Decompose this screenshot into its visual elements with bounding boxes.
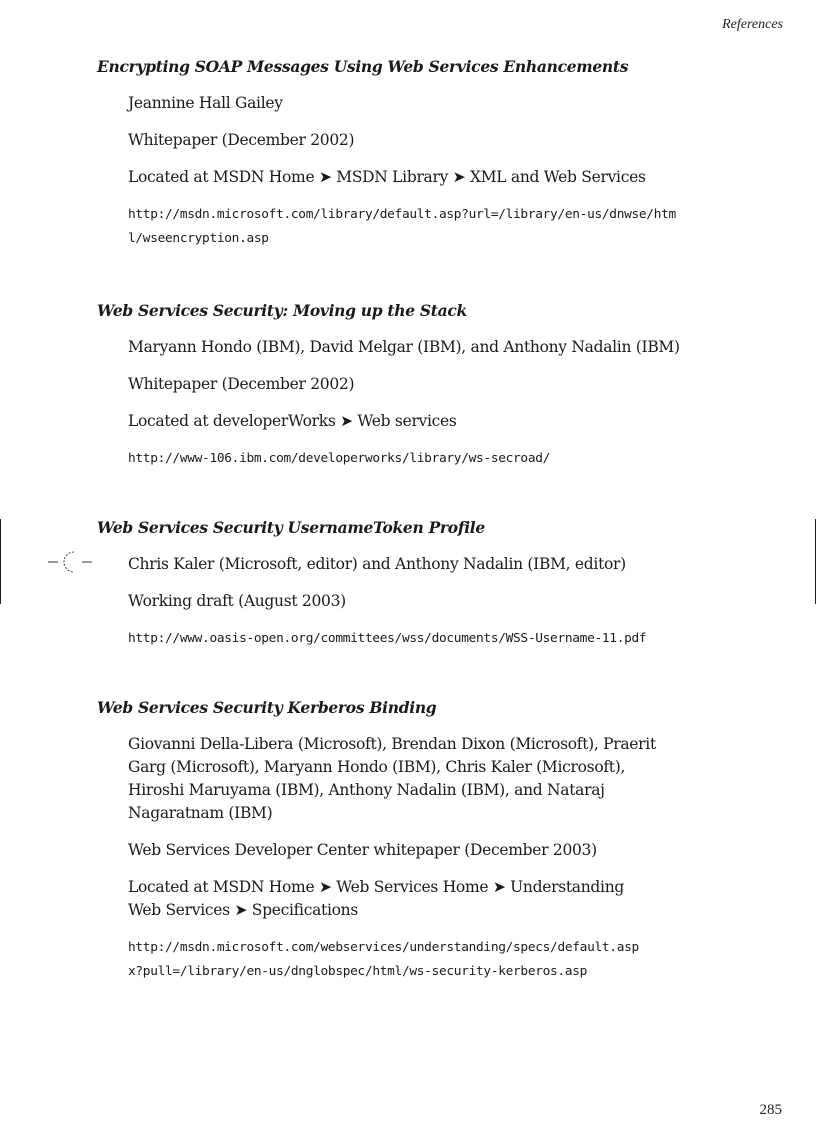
entry-title: Encrypting SOAP Messages Using Web Services Enhancements (97, 57, 629, 76)
entry-type: Web Services Developer Center whitepaper (December 2003) (128, 841, 597, 859)
registration-mark-icon (48, 549, 92, 575)
entry-type: Whitepaper (December 2002) (128, 375, 355, 393)
entry-body (128, 336, 688, 471)
entry-location: Located at MSDN Home ➤ Web Services Home ➤ Understanding Web Services ➤ Specifications (128, 878, 625, 919)
entry-type: Working draft (August 2003) (128, 592, 346, 610)
reference-entry (97, 56, 787, 251)
entry-authors: Jeannine Hall Gailey (128, 94, 283, 112)
crop-mark-left (0, 519, 1, 604)
reference-entry (97, 517, 787, 651)
entry-authors: Maryann Hondo (IBM), David Melgar (IBM), and Anthony Nadalin (IBM) (128, 338, 680, 356)
entry-location: Located at MSDN Home ➤ MSDN Library ➤ XML and Web Services (128, 168, 646, 186)
reference-entry (97, 300, 787, 471)
entry-body (128, 553, 688, 651)
entry-authors: Giovanni Della-Libera (Microsoft), Brendan Dixon (Microsoft), Praerit Garg (Microsoft), Maryann Hondo (IBM), Chris Kaler (Microsoft), Hiroshi Maruyama (IBM), Anthony Nadalin (IBM), and Nataraj Nagaratnam (IBM) (128, 735, 656, 822)
entry-authors: Chris Kaler (Microsoft, editor) and Anthony Nadalin (IBM, editor) (128, 555, 626, 573)
reference-entry (97, 697, 787, 984)
entry-title: Web Services Security UsernameToken Profile (97, 518, 485, 537)
entry-body (128, 92, 688, 251)
entry-url[interactable]: http://www.oasis-open.org/committees/wss/documents/WSS-Username-11.pdf (128, 631, 647, 646)
entry-title: Web Services Security Kerberos Binding (97, 698, 437, 717)
reference-list (97, 56, 787, 984)
entry-url[interactable]: http://msdn.microsoft.com/library/default.asp?url=/library/en-us/dnwse/html/wseencryption.asp (128, 207, 676, 246)
entry-location: Located at developerWorks ➤ Web services (128, 412, 457, 430)
page-number: 285 (759, 1102, 782, 1118)
running-head: References (722, 17, 783, 32)
entry-body (128, 733, 688, 984)
entry-type: Whitepaper (December 2002) (128, 131, 355, 149)
entry-url[interactable]: http://msdn.microsoft.com/webservices/understanding/specs/default.aspx?pull=/library/en-us/dnglobspec/html/ws-security-kerberos.asp (128, 940, 639, 979)
entry-url[interactable]: http://www-106.ibm.com/developerworks/library/ws-secroad/ (128, 451, 551, 466)
entry-title: Web Services Security: Moving up the Stack (97, 301, 467, 320)
